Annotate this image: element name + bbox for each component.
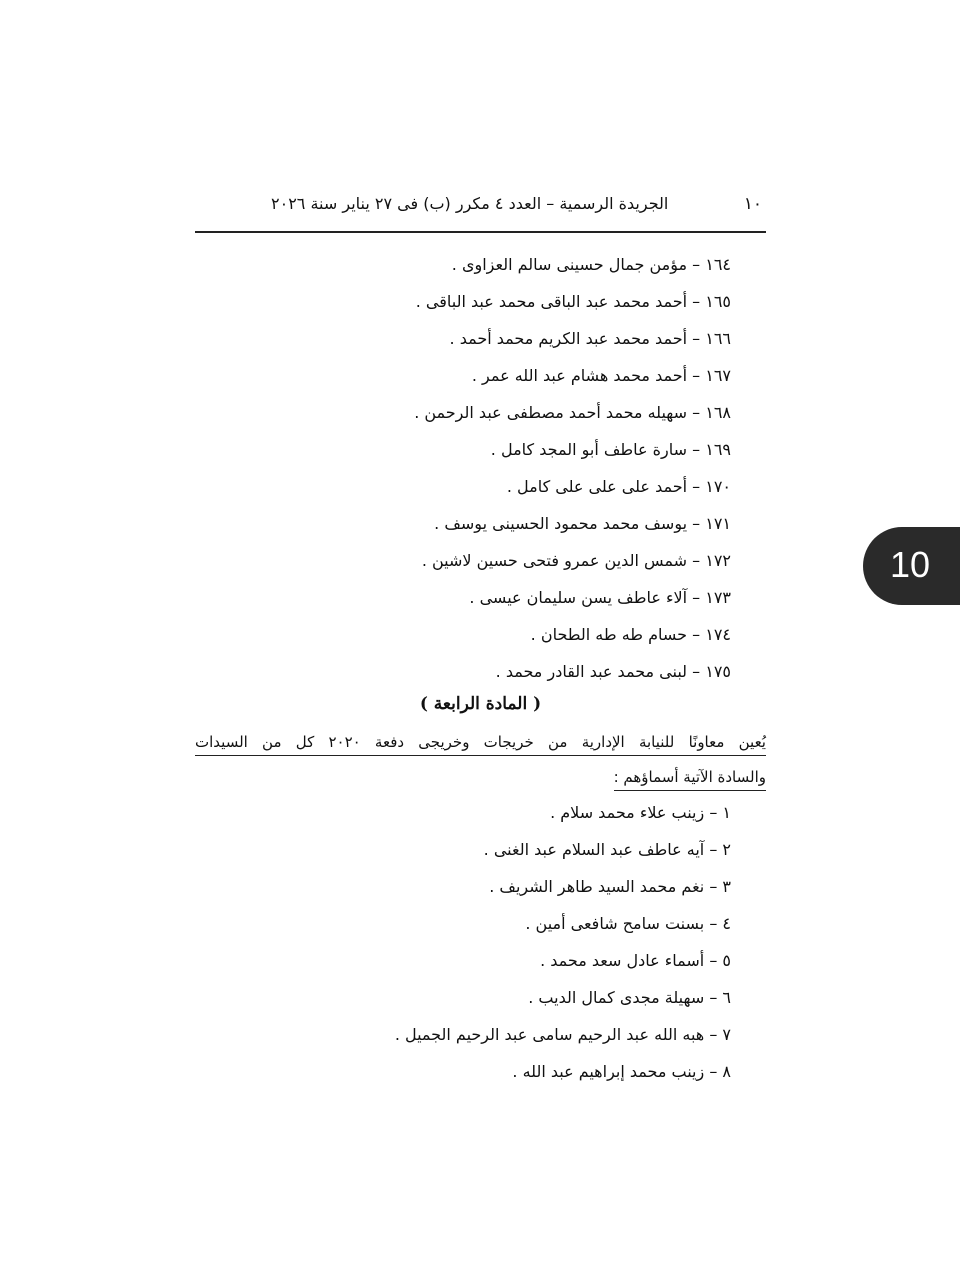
header-page-number: ١٠ (743, 194, 762, 214)
list-item: ٤ – بسنت سامح شافعى أمين . (525, 914, 731, 933)
page-header (195, 192, 766, 222)
names-list-continued (414, 252, 731, 696)
list-item: ٢ – آيه عاطف عبد السلام عبد الغنى . (483, 840, 731, 859)
page-tab-number: 10 (890, 544, 931, 585)
article-heading: ( المادة الرابعة ) (419, 694, 542, 714)
list-item: ٦ – سهيلة مجدى كمال الديب . (528, 988, 731, 1007)
article-intro-line-2: والسادة الآتية أسماؤهم : (614, 764, 766, 791)
list-item: ١٦٥ – أحمد محمد عبد الباقى محمد عبد الباقى . (415, 292, 731, 311)
header-title: الجريدة الرسمية – العدد ٤ مكرر (ب) فى ٢٧ يناير سنة ٢٠٢٦ (271, 194, 669, 213)
list-item: ١٦٩ – سارة عاطف أبو المجد كامل . (490, 440, 731, 459)
list-item: ١٧١ – يوسف محمد محمود الحسينى يوسف . (434, 514, 731, 533)
list-item: ٧ – هبه الله عبد الرحيم سامى عبد الرحيم الجميل . (394, 1025, 731, 1044)
list-item: ٨ – زينب محمد إبراهيم عبد الله . (512, 1062, 731, 1081)
list-item: ١٧٣ – آلاء عاطف يسن سليمان عيسى . (469, 588, 731, 607)
article-intro-line-1: يُعين معاونًا للنيابة الإدارية من خريجات وخريجى دفعة ٢٠٢٠ كل من السيدات (195, 729, 766, 756)
header-divider (195, 231, 766, 233)
list-item: ١٦٦ – أحمد محمد عبد الكريم محمد أحمد . (449, 329, 731, 348)
list-item: ١٧٠ – أحمد على على على كامل . (506, 477, 731, 496)
list-item: ٣ – نغم محمد السيد طاهر الشريف . (489, 877, 731, 896)
page-number-tab (863, 527, 960, 605)
list-item: ١٦٧ – أحمد محمد هشام عبد الله عمر . (471, 366, 731, 385)
appointees-list (395, 800, 731, 1096)
list-item: ١٧٥ – لبنى محمد عبد القادر محمد . (495, 662, 731, 681)
list-item: ١٦٤ – مؤمن جمال حسينى سالم العزاوى . (451, 255, 731, 274)
list-item: ١٧٤ – حسام طه طه الطحان . (530, 625, 731, 644)
list-item: ١٦٨ – سهيله محمد أحمد مصطفى عبد الرحمن . (414, 403, 731, 422)
list-item: ٥ – أسماء عادل سعد محمد . (540, 951, 731, 970)
list-item: ١ – زينب علاء محمد سلام . (550, 803, 731, 822)
list-item: ١٧٢ – شمس الدين عمرو فتحى حسين لاشين . (421, 551, 731, 570)
